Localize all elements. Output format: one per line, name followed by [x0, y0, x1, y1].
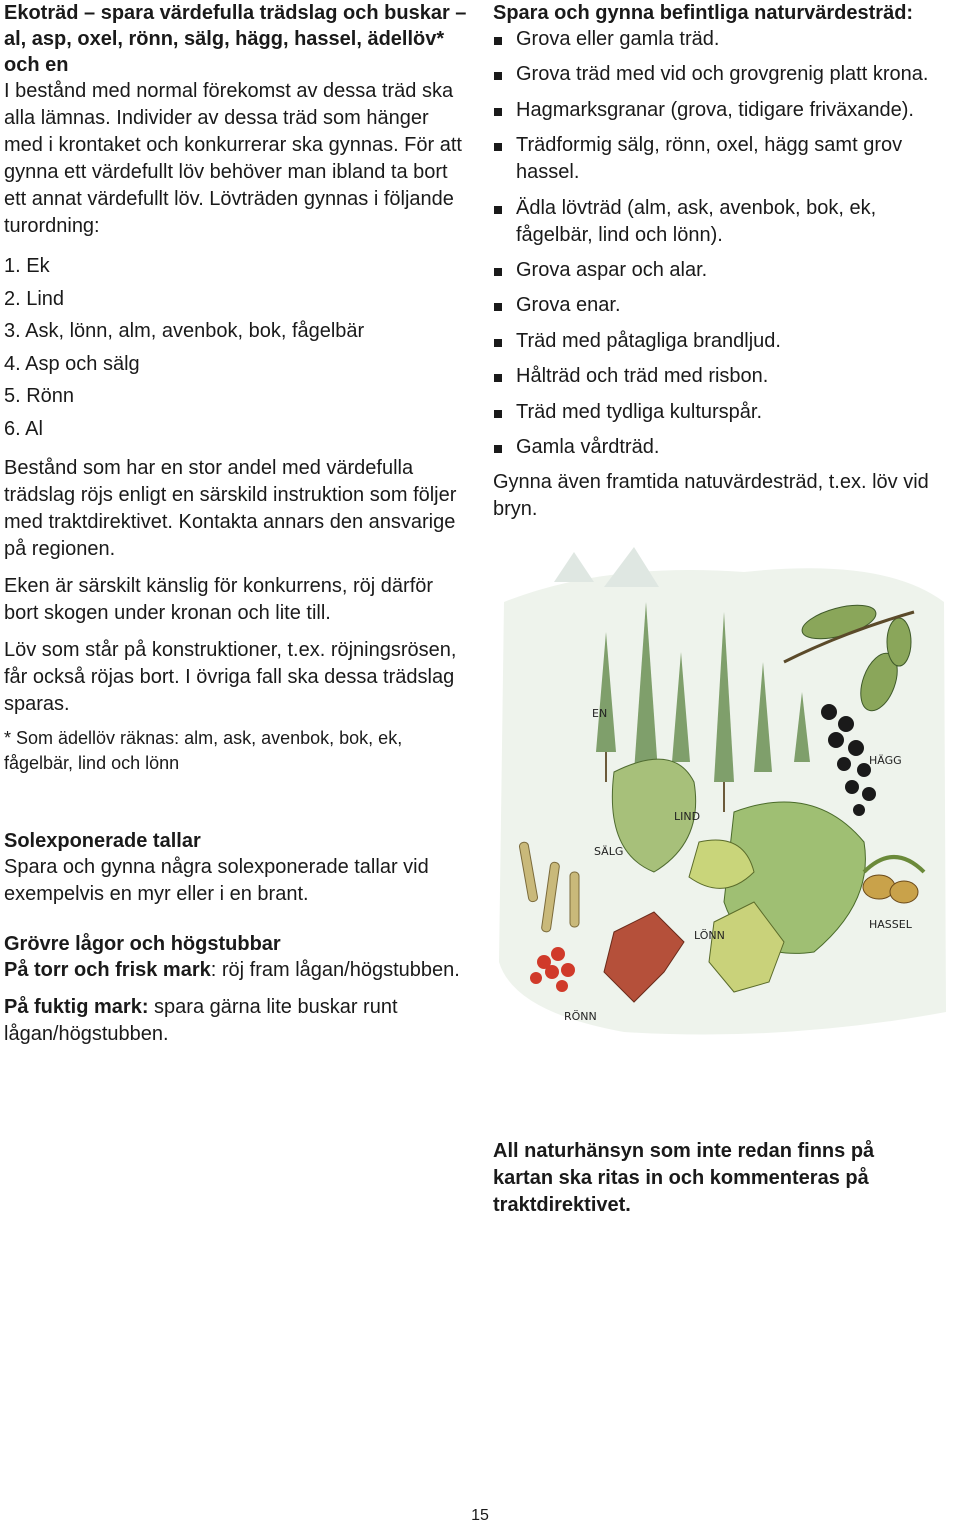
label-lonn: LÖNN: [694, 929, 725, 942]
lagor-heading: Grövre lågor och högstubbar: [4, 933, 281, 955]
list-item: Grova träd med vid och grovgrenig platt krona.: [493, 61, 955, 88]
label-ronn: RÖNN: [564, 1010, 597, 1023]
ekotrad-paragraph-1: Bestånd som har en stor andel med värdefulla trädslag röjs enligt en särskild instruktion som följer med traktdirektivet. Kontakta annars den ansvarige på regionen.: [4, 457, 457, 560]
bullet-square-icon: [494, 445, 502, 453]
list-item: Grova eller gamla träd.: [493, 26, 955, 53]
naturhansyn-note: All naturhänsyn som inte redan finns på kartan ska ritas in och kommenteras på traktdirektivet.: [493, 1140, 875, 1216]
tree-species-illustration: [484, 542, 956, 1052]
bullet-square-icon: [494, 72, 502, 80]
list-item: 1. Ek: [4, 255, 50, 277]
list-item: 4. Asp och sälg: [4, 352, 140, 375]
list-item: Hagmarksgranar (grova, tidigare friväxande).: [493, 97, 955, 124]
list-item: Grova aspar och alar.: [493, 257, 955, 284]
label-salg: SÄLG: [594, 845, 624, 858]
torr-text: : röj fram lågan/högstubben.: [210, 959, 460, 981]
list-item: Gamla vårdträd.: [493, 434, 955, 461]
list-item: 3. Ask, lönn, alm, avenbok, bok, fågelbär: [4, 320, 365, 342]
ekotrad-intro: I bestånd med normal förekomst av dessa träd ska alla lämnas. Individer av dessa träd som hänger med i krontaket och konkurrerar ska gynnas. För att gynna ett värdefullt löv behöver man ibland ta bort ett annat värdefullt löv. Lövträden gynnas i följande turordning:: [4, 80, 462, 237]
ekotrad-heading: Ekoträd – spara värdefulla trädslag och buskar – al, asp, oxel, rönn, sälg, hägg, hassel, ädellöv* och en: [4, 2, 467, 76]
list-item: Träd med påtagliga brandljud.: [493, 328, 955, 355]
bullet-square-icon: [494, 206, 502, 214]
right-column: [493, 0, 955, 523]
bullet-square-icon: [494, 303, 502, 311]
turordning-list: [4, 250, 472, 445]
ekotrad-footnote: * Som ädellöv räknas: alm, ask, avenbok, bok, ek, fågelbär, lind och lönn: [4, 728, 403, 773]
list-item: 6. Al: [4, 417, 43, 440]
solexp-section: [4, 828, 472, 908]
bullet-square-icon: [494, 37, 502, 45]
list-item: Träd med tydliga kulturspår.: [493, 399, 955, 426]
naturvarde-closing: Gynna även framtida natuvärdesträd, t.ex. löv vid bryn.: [493, 471, 929, 521]
bullet-square-icon: [494, 143, 502, 151]
list-item: Trädformig sälg, rönn, oxel, hägg samt grov hassel.: [493, 132, 955, 186]
label-hassel: HASSEL: [869, 918, 912, 931]
list-item: 2. Lind: [4, 287, 65, 310]
bullet-square-icon: [494, 339, 502, 347]
lagor-torr: [4, 957, 472, 984]
fuktig-label: På fuktig mark:: [4, 996, 149, 1018]
naturvarde-heading: Spara och gynna befintliga naturvärdesträd:: [493, 2, 914, 24]
ekotrad-paragraph-2: Eken är särskilt känslig för konkurrens, röj därför bort skogen under kronan och lite till.: [4, 575, 434, 624]
bullet-square-icon: [494, 268, 502, 276]
page-number: 15: [471, 1507, 489, 1524]
list-item: Grova enar.: [493, 292, 955, 319]
solexp-heading: Solexponerade tallar: [4, 830, 201, 852]
fuktig-text: spara gärna lite buskar runt lågan/högstubben.: [4, 996, 398, 1045]
lagor-fuktig: [4, 994, 472, 1048]
list-item: Ädla lövträd (alm, ask, avenbok, bok, ek, fågelbär, lind och lönn).: [493, 195, 955, 249]
lagor-section: [4, 931, 472, 1048]
bullet-square-icon: [494, 374, 502, 382]
bullet-square-icon: [494, 108, 502, 116]
label-hagg: HÄGG: [869, 754, 902, 767]
list-item: 5. Rönn: [4, 385, 75, 407]
naturvarde-list: [493, 26, 955, 461]
label-lind: LIND: [674, 810, 701, 823]
ekotrad-paragraph-3: Löv som står på konstruktioner, t.ex. röjningsrösen, får också röjas bort. I övriga fall ska dessa trädslag sparas.: [4, 639, 457, 715]
solexp-text: Spara och gynna några solexponerade tallar vid exempelvis en myr eller i en brant.: [4, 856, 429, 905]
bullet-square-icon: [494, 410, 502, 418]
label-en: EN: [592, 707, 608, 720]
left-column: [4, 0, 472, 776]
torr-label: På torr och frisk mark: [4, 959, 211, 981]
list-item: Hålträd och träd med risbon.: [493, 363, 955, 390]
